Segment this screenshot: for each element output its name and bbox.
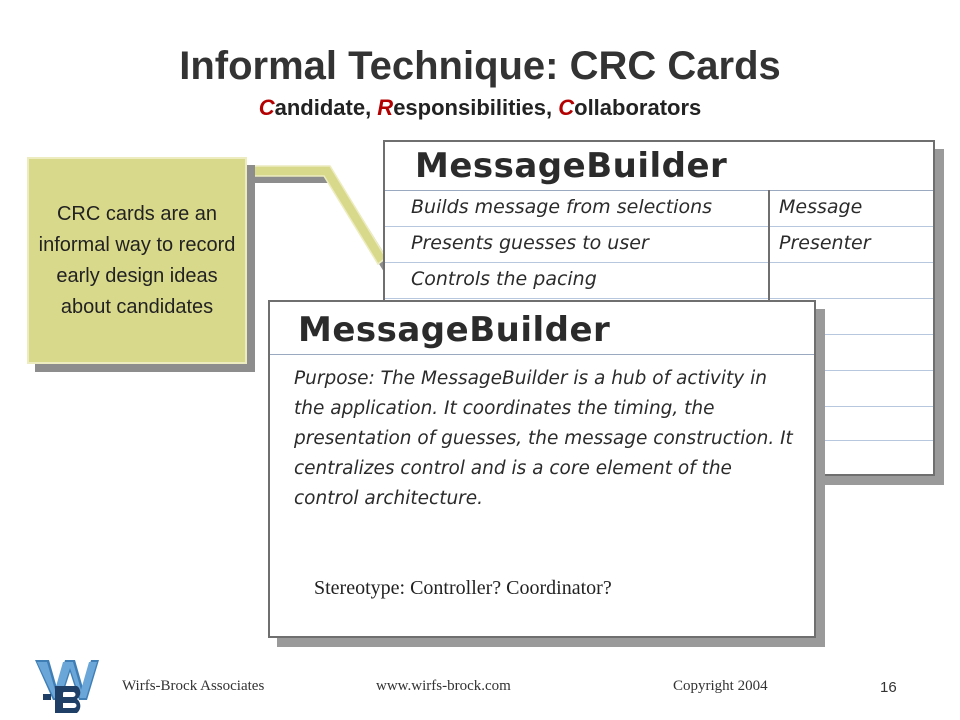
card-back-title: MessageBuilder xyxy=(415,146,728,186)
responsibility-2: Presents guesses to user xyxy=(411,232,649,254)
subtitle-accent-c1: C xyxy=(258,95,275,120)
subtitle-accent-r: R xyxy=(377,95,394,120)
subtitle-text-1: andidate, xyxy=(274,95,378,120)
wirfs-brock-logo-icon xyxy=(33,656,101,714)
card-front-stereotype: Stereotype: Controller? Coordinator? xyxy=(314,577,612,599)
collaborator-1: Message xyxy=(779,196,863,218)
page-number: 16 xyxy=(880,679,897,696)
responsibility-1: Builds message from selections xyxy=(411,196,713,218)
responsibility-3: Controls the pacing xyxy=(411,268,597,290)
callout-box xyxy=(27,157,247,364)
card-front-purpose: Purpose: The MessageBuilder is a hub of activity in the application. It coordinates the timing, the presentation of guesses, the message construction. It centralizes control and is a core element of the control architecture. xyxy=(294,368,793,509)
card-front-title: MessageBuilder xyxy=(298,310,611,350)
subtitle-text-2: esponsibilities, xyxy=(393,95,559,120)
collaborator-2: Presenter xyxy=(779,232,871,254)
subtitle-text-3: ollaborators xyxy=(574,95,702,120)
footer-copyright: Copyright 2004 xyxy=(673,678,768,694)
callout-text: CRC cards are an informal way to record early design ideas about candidates xyxy=(38,202,236,318)
subtitle-accent-c2: C xyxy=(558,95,575,120)
slide-title: Informal Technique: CRC Cards xyxy=(179,44,781,88)
footer-company: Wirfs-Brock Associates xyxy=(122,678,265,694)
footer-url[interactable]: www.wirfs-brock.com xyxy=(376,678,511,694)
crc-card-front xyxy=(268,300,816,638)
